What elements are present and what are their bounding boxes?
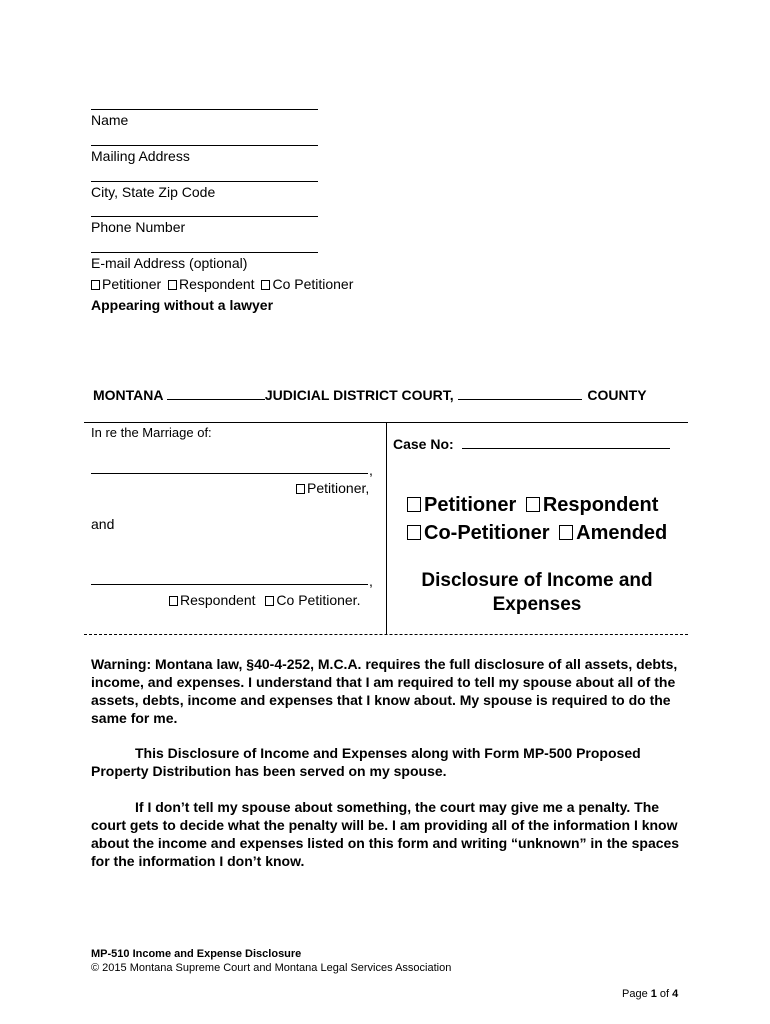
caption-respondent-checkbox[interactable] xyxy=(169,596,178,606)
party-options xyxy=(91,276,353,292)
name-label: Name xyxy=(91,112,129,128)
court-state: MONTANA xyxy=(93,387,163,403)
page-prefix: Page xyxy=(622,988,651,1000)
caption-co-petitioner-checkbox[interactable] xyxy=(265,596,274,606)
email-line[interactable] xyxy=(91,252,318,253)
mailing-address-line[interactable] xyxy=(91,145,318,146)
court-heading xyxy=(93,387,647,403)
served-text: This Disclosure of Income and Expenses along with Form MP-500 Proposed Property Distribution has been served on my spouse. xyxy=(91,745,641,779)
warning-paragraph: Warning: Montana law, §40-4-252, M.C.A. requires the full disclosure of all assets, debts, income, and expenses. I understand that I am required to tell my spouse about all of the assets, debts, income and expenses that I know about. My spouse is required to do the same for me. xyxy=(91,656,678,726)
name-line[interactable] xyxy=(91,109,318,110)
case-petitioner-checkbox[interactable] xyxy=(407,497,421,512)
case-no-label: Case No: xyxy=(393,436,454,452)
caption-petitioner-checkbox[interactable] xyxy=(296,484,305,494)
petitioner-option-label: Petitioner xyxy=(102,276,162,292)
case-co-petitioner-checkbox[interactable] xyxy=(407,525,421,540)
phone-label: Phone Number xyxy=(91,219,186,235)
page-total: 4 xyxy=(672,988,679,1000)
respondent-option-label: Respondent xyxy=(179,276,255,292)
footer-copyright: © 2015 Montana Supreme Court and Montana Legal Services Association xyxy=(91,962,452,974)
city-state-zip-label: City, State Zip Code xyxy=(91,184,216,200)
respondent-name-line[interactable] xyxy=(91,584,368,585)
case-respondent-label: Respondent xyxy=(542,494,659,516)
case-amended-label: Amended xyxy=(576,522,668,544)
petitioner-name-line[interactable] xyxy=(91,473,368,474)
district-number-line[interactable] xyxy=(167,399,265,400)
email-label: E-mail Address (optional) xyxy=(91,255,248,271)
comma-2: , xyxy=(369,573,373,589)
caption-respondent xyxy=(169,592,360,608)
co-petitioner-option-label: Co Petitioner xyxy=(272,276,354,292)
case-respondent-checkbox[interactable] xyxy=(526,497,540,512)
footer-form-name: MP-510 Income and Expense Disclosure xyxy=(91,948,302,960)
case-number-line[interactable] xyxy=(462,448,670,449)
page-number: 1 xyxy=(650,988,657,1000)
appearing-without-lawyer: Appearing without a lawyer xyxy=(91,297,274,313)
caption-petitioner-label: Petitioner, xyxy=(307,480,370,496)
respondent-checkbox[interactable] xyxy=(168,280,177,290)
caption-petitioner xyxy=(296,480,369,496)
form-title-line-1: Disclosure of Income and xyxy=(421,570,653,591)
case-number xyxy=(393,436,670,452)
page-indicator xyxy=(622,988,678,1001)
penalty-paragraph xyxy=(91,798,691,870)
case-amended-checkbox[interactable] xyxy=(559,525,573,540)
court-district-label: JUDICIAL DISTRICT COURT, xyxy=(264,387,454,403)
form-title xyxy=(392,569,682,617)
case-options-row-2 xyxy=(407,521,667,545)
case-petitioner-label: Petitioner xyxy=(424,494,517,516)
comma-1: , xyxy=(369,462,373,478)
penalty-text: If I don’t tell my spouse about something, the court may give me a penalty. The court gets to decide what the penalty will be. I am providing all of the information I know about the income and expenses listed on this form and writing “unknown” in the spaces for the information I don’t know. xyxy=(91,799,680,869)
caption-co-petitioner-label: Co Petitioner. xyxy=(276,592,361,608)
form-title-line-2: Expenses xyxy=(492,594,582,615)
mailing-address-label: Mailing Address xyxy=(91,148,190,164)
served-paragraph xyxy=(91,744,691,780)
court-county-label: COUNTY xyxy=(587,387,647,403)
case-co-petitioner-label: Co-Petitioner xyxy=(424,522,550,544)
in-re-label: In re the Marriage of: xyxy=(91,425,212,440)
caption-divider xyxy=(386,422,387,634)
caption-respondent-label: Respondent xyxy=(180,592,256,608)
city-state-zip-line[interactable] xyxy=(91,181,318,182)
petitioner-checkbox[interactable] xyxy=(91,280,100,290)
co-petitioner-checkbox[interactable] xyxy=(261,280,270,290)
caption-bottom-border xyxy=(84,634,688,635)
county-name-line[interactable] xyxy=(458,399,582,400)
case-options-row-1 xyxy=(407,493,658,517)
phone-line[interactable] xyxy=(91,216,318,217)
page-of: of xyxy=(656,988,673,1000)
and-label: and xyxy=(91,516,115,532)
